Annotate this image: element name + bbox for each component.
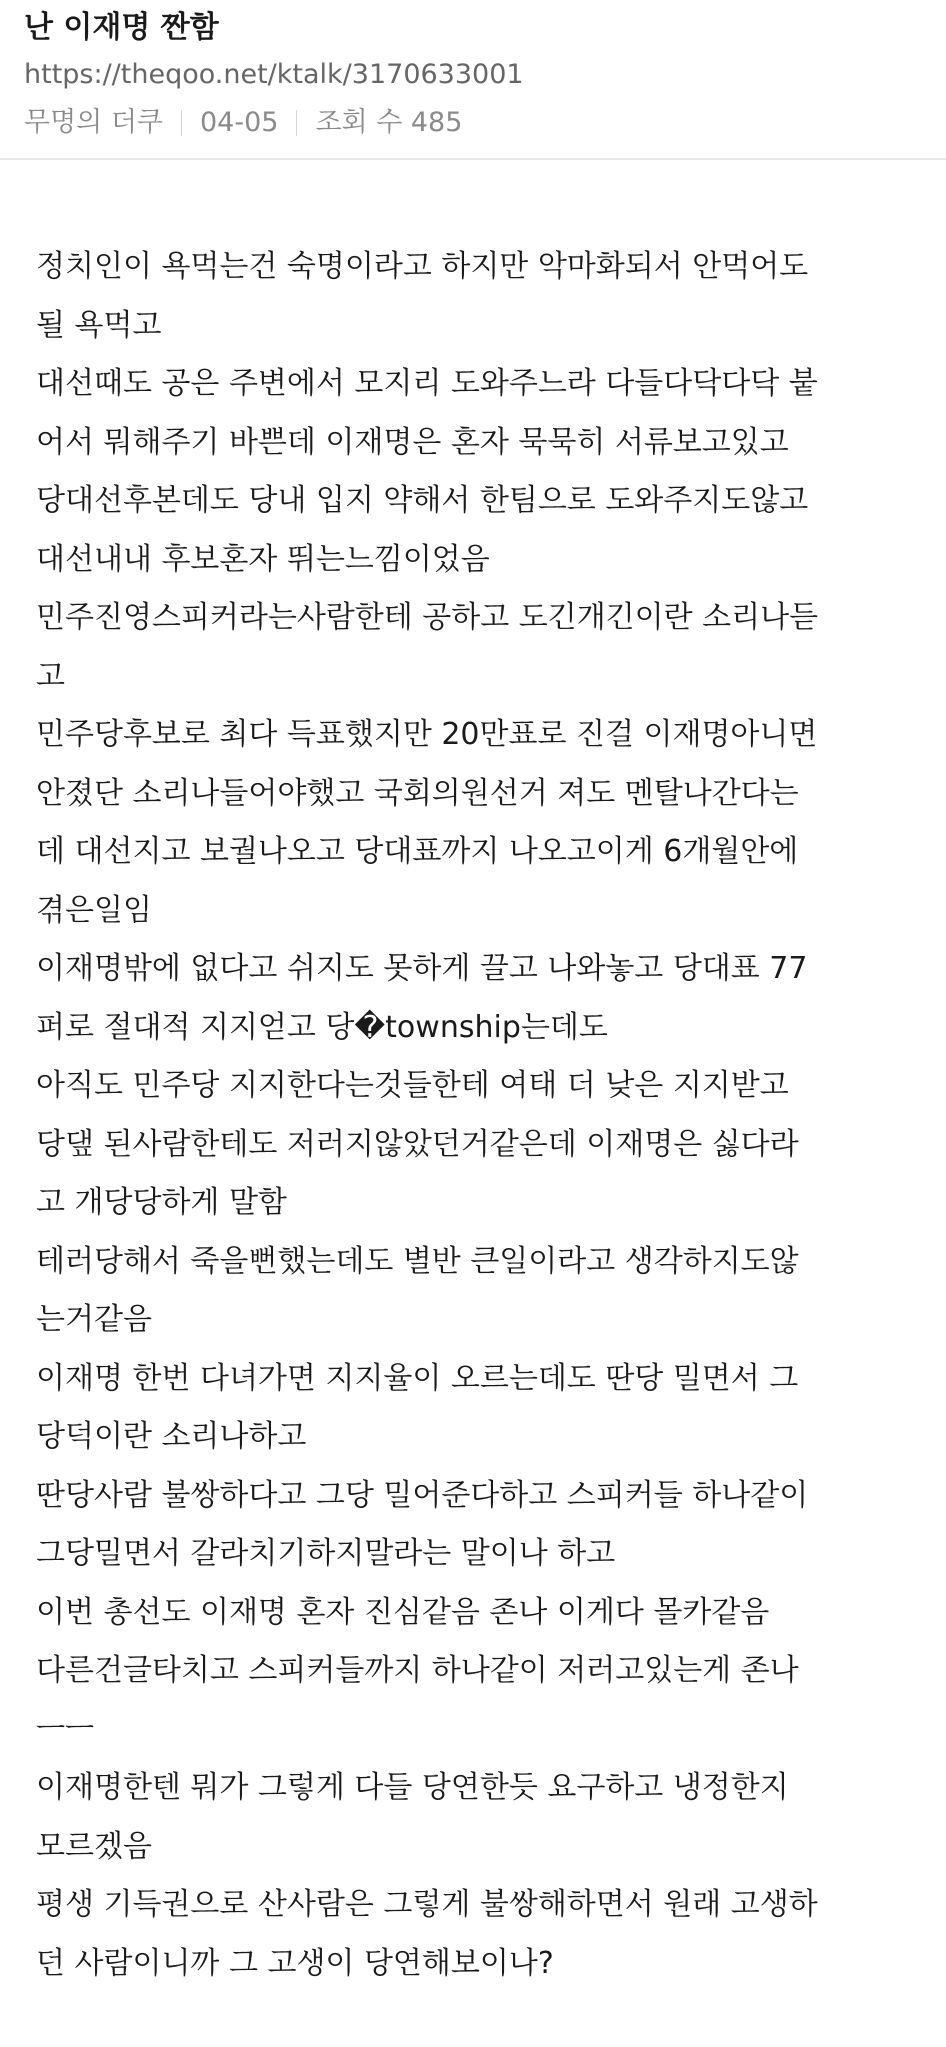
body-line: 는거같음 xyxy=(36,1302,152,1337)
post-body xyxy=(0,160,946,1993)
body-line: 정치인이 욕먹는건 숙명이라고 하지만 악마화되서 안먹어도 xyxy=(36,249,809,284)
post-header xyxy=(0,0,946,160)
body-line: 당덕이란 소리나하고 xyxy=(36,1419,307,1454)
post-date: 04-05 xyxy=(200,107,279,138)
body-line: 데 대선지고 보궐나오고 당대표까지 나오고이게 6개월안에 xyxy=(36,834,799,869)
author-name: 무명의 더쿠 xyxy=(24,107,163,138)
body-line: 민주진영스피커라는사람한테 공하고 도긴개긴이란 소리나듣 xyxy=(36,600,819,635)
body-line: ㅡㅡ xyxy=(36,1711,94,1747)
body-line: 겪은일임 xyxy=(36,892,152,928)
body-line: 고 개당당하게 말함 xyxy=(36,1185,287,1220)
body-line: 고 xyxy=(36,658,65,694)
body-line: 평생 기득권으로 산사람은 그렇게 불쌍해하면서 원래 고생하 xyxy=(36,1887,818,1922)
body-line: 이재명밖에 없다고 쉬지도 못하게 끌고 나와놓고 당대표 77 xyxy=(36,951,808,986)
body-line: 던 사람이니까 그 고생이 당연해보이나? xyxy=(36,1945,554,1981)
body-line: 될 욕먹고 xyxy=(36,307,162,343)
body-line: 딴당사람 불쌍하다고 그당 밀어준다하고 스피커들 하나같이 xyxy=(36,1477,809,1513)
post-meta xyxy=(24,104,922,142)
body-line: 퍼로 절대적 지지얻고 당�township는데도 xyxy=(36,1009,608,1045)
post-url-link[interactable]: https://theqoo.net/ktalk/3170633001 xyxy=(24,59,524,90)
body-line: 이재명한텐 뭐가 그렇게 다들 당연한듯 요구하고 냉정한지 xyxy=(36,1770,789,1805)
body-line: 대선내내 후보혼자 뛰는느낌이었음 xyxy=(36,541,490,577)
body-line: 민주당후보로 최다 득표했지만 20만표로 진걸 이재명아니면 xyxy=(36,717,818,752)
body-line: 이번 총선도 이재명 혼자 진심같음 존나 이게다 몰카같음 xyxy=(36,1594,770,1630)
body-line: 그당밀면서 갈라치기하지말라는 말이나 하고 xyxy=(36,1536,616,1571)
body-line: 아직도 민주당 지지한다는것들한테 여태 더 낮은 지지받고 xyxy=(36,1068,789,1103)
meta-divider xyxy=(181,110,182,136)
body-line: 이재명 한번 다녀가면 지지율이 오르는데도 딴당 밀면서 그 xyxy=(36,1360,799,1396)
body-line: 어서 뭐해주기 바쁜데 이재명은 혼자 묵묵히 서류보고있고 xyxy=(36,424,789,460)
body-line: 대선때도 공은 주변에서 모지리 도와주느라 다들다닥다닥 붙 xyxy=(36,366,818,401)
meta-divider xyxy=(296,110,297,136)
view-count: 조회 수 485 xyxy=(315,107,463,138)
body-line: 당대선후본데도 당내 입지 약해서 한팀으로 도와주지도않고 xyxy=(36,483,809,518)
body-line: 다른건글타치고 스피커들까지 하나같이 저러고있는게 존나 xyxy=(36,1653,799,1688)
body-line: 모르겠음 xyxy=(36,1828,152,1864)
body-line: 테러당해서 죽을뻔했는데도 별반 큰일이라고 생각하지도않 xyxy=(36,1243,799,1279)
body-line: 안졌단 소리나들어야했고 국회의원선거 져도 멘탈나간다는 xyxy=(36,775,799,811)
post-title: 난 이재명 짠함 xyxy=(24,10,219,45)
body-line: 당댚 된사람한테도 저러지않았던거같은데 이재명은 싫다라 xyxy=(36,1126,799,1162)
